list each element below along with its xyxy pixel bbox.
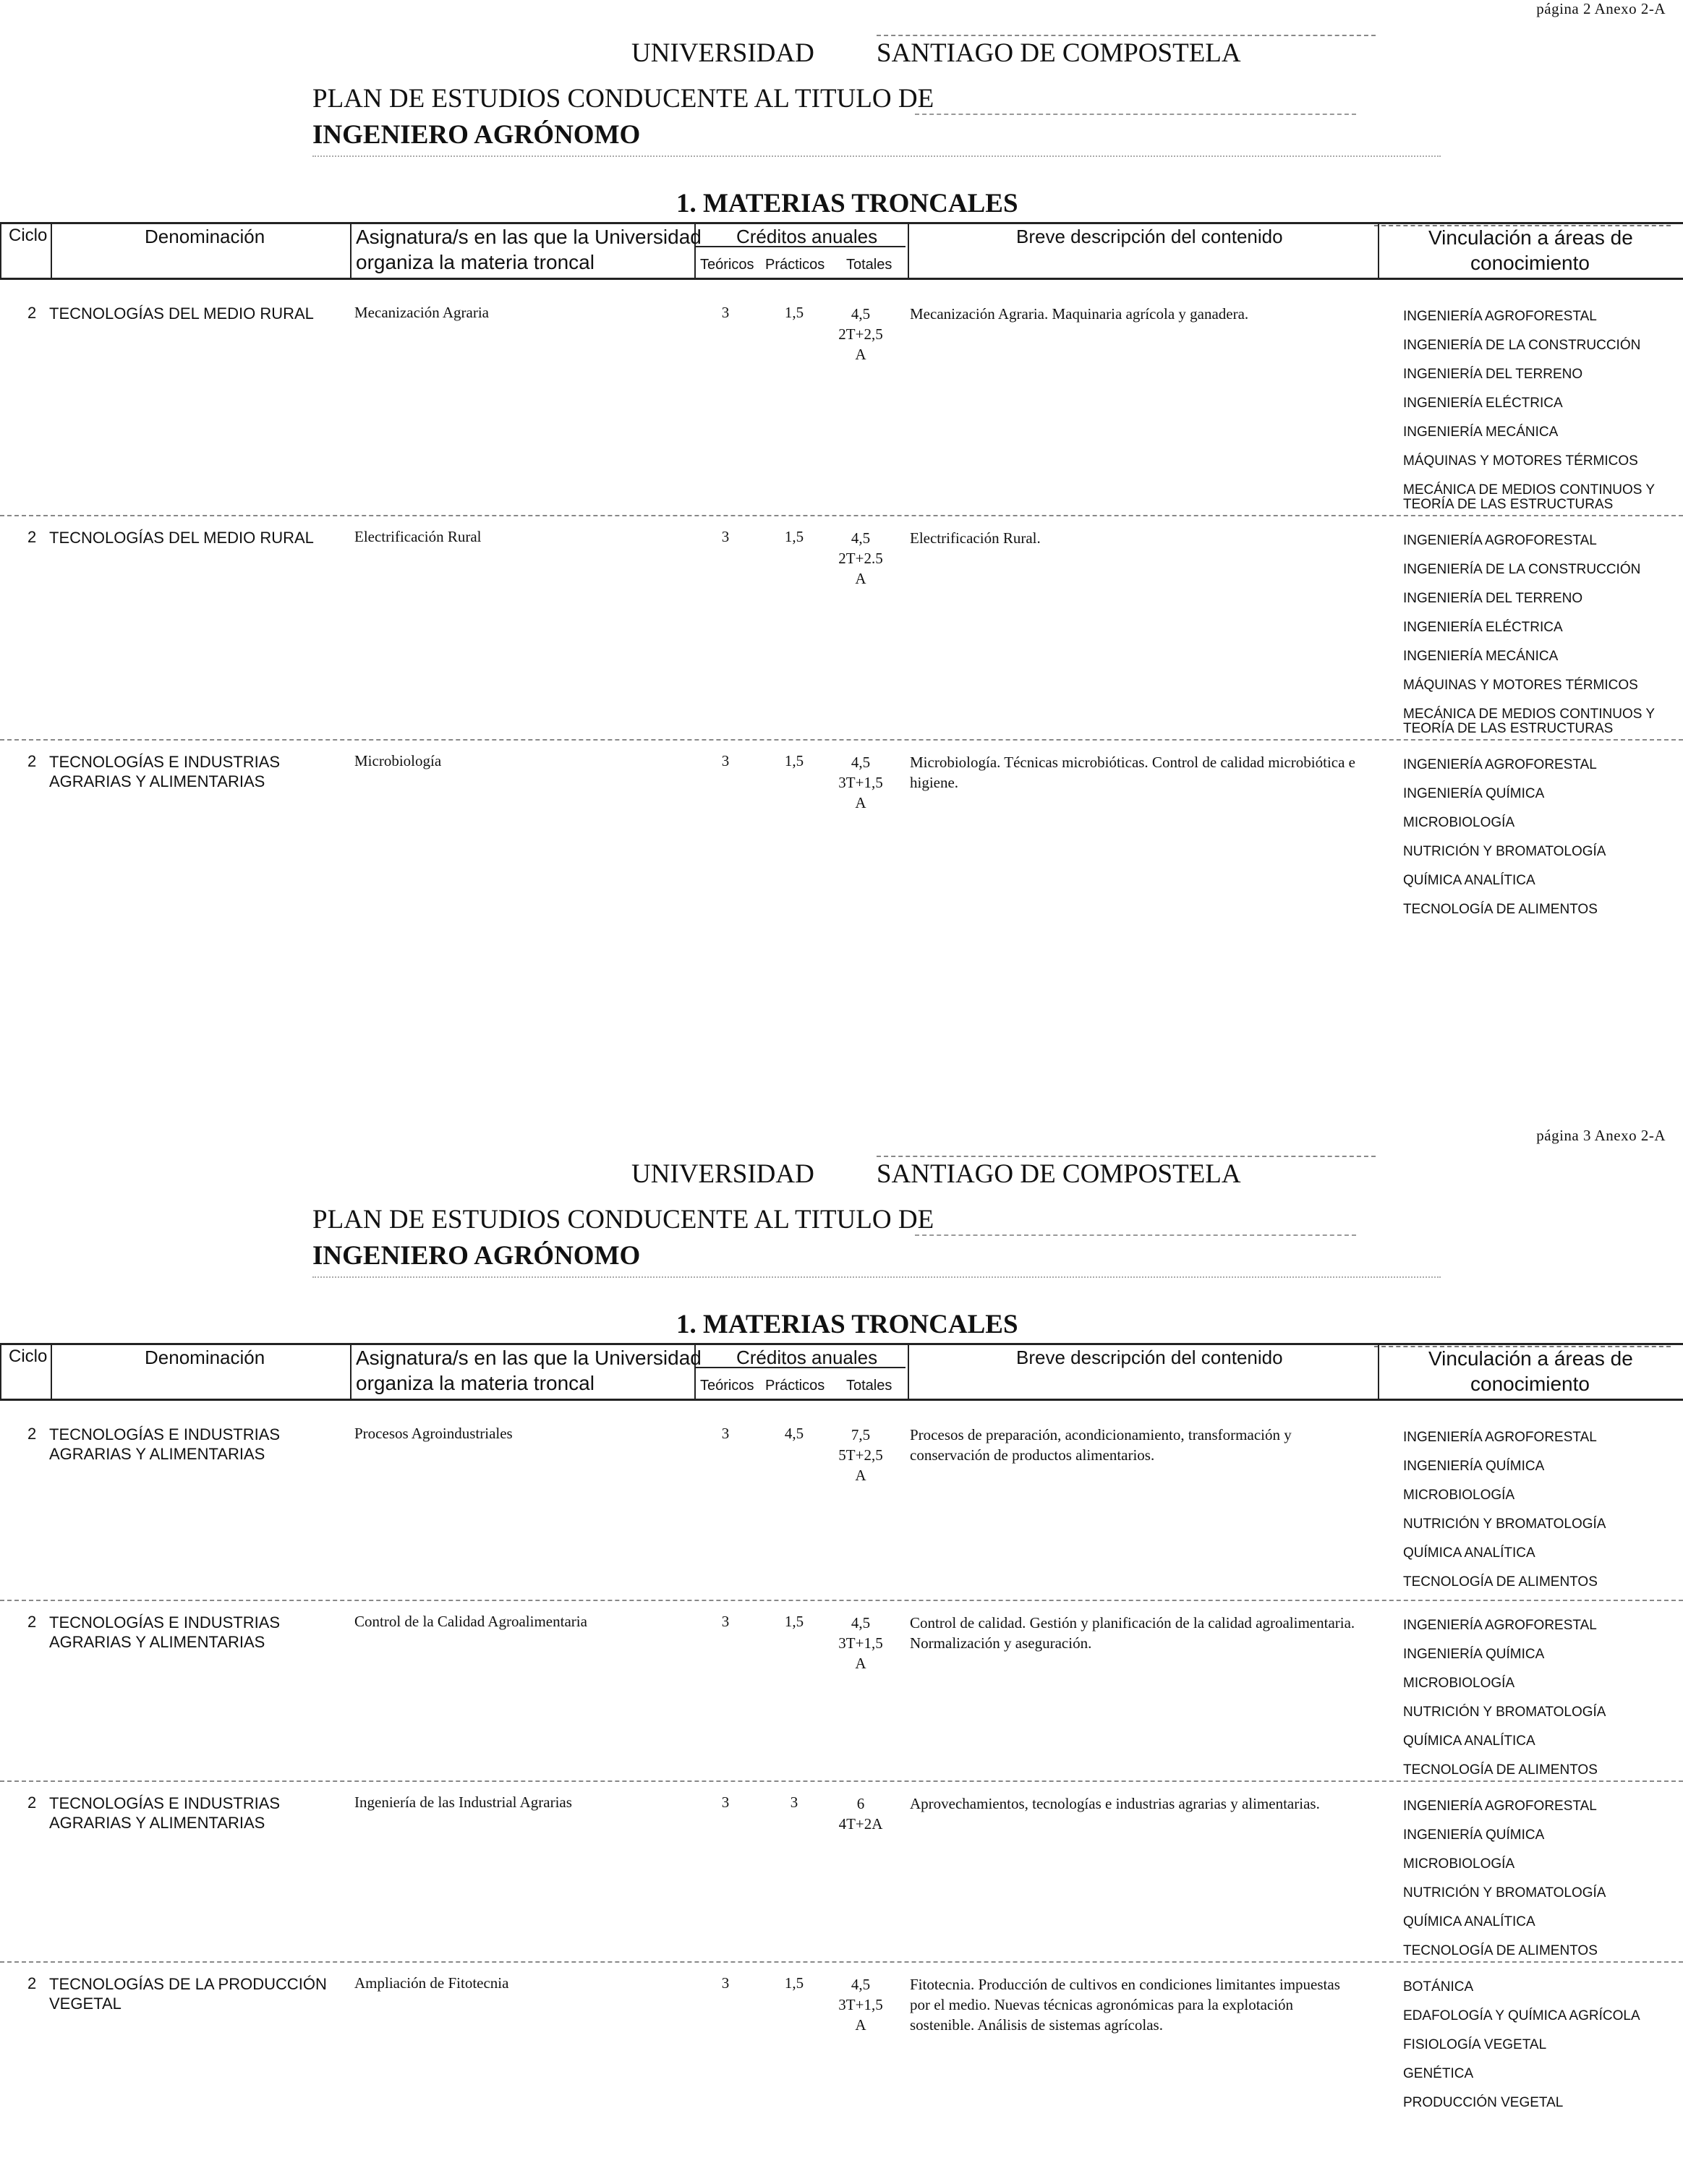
area-item: INGENIERÍA ELÉCTRICA bbox=[1403, 396, 1563, 411]
column-divider bbox=[350, 1345, 351, 1399]
area-item: TECNOLOGÍA DE ALIMENTOS bbox=[1403, 1943, 1598, 1958]
degree-title: INGENIERO AGRÓNOMO bbox=[312, 120, 641, 150]
col-header-ciclo: Ciclo bbox=[9, 1347, 48, 1366]
degree-title: INGENIERO AGRÓNOMO bbox=[312, 1241, 641, 1271]
column-divider bbox=[908, 1345, 909, 1399]
cell-ciclo: 2 bbox=[27, 304, 37, 322]
section-title: 1. MATERIAS TRONCALES bbox=[676, 189, 1018, 218]
divider bbox=[312, 155, 1441, 157]
cell-totales bbox=[817, 1425, 904, 1485]
totales-value: 4,5 bbox=[851, 1614, 871, 1631]
cell-descripcion: Aprovechamientos, tecnologías e industrias agrarias y alimentarias. bbox=[910, 1795, 1320, 1812]
cell-totales bbox=[817, 1793, 904, 1834]
area-item: INGENIERÍA DE LA CONSTRUCCIÓN bbox=[1403, 562, 1641, 577]
area-item: TECNOLOGÍA DE ALIMENTOS bbox=[1403, 902, 1598, 917]
cell-asignatura: Electrificación Rural bbox=[354, 528, 482, 545]
area-item: TECNOLOGÍA DE ALIMENTOS bbox=[1403, 1574, 1598, 1590]
area-item: INGENIERÍA MECÁNICA bbox=[1403, 649, 1559, 664]
col-header-creditos: Créditos anuales bbox=[736, 226, 878, 247]
area-item: MECÁNICA DE MEDIOS CONTINUOS Y TEORÍA DE LAS ESTRUCTURAS bbox=[1403, 707, 1655, 736]
cell-ciclo: 2 bbox=[27, 1793, 37, 1812]
column-divider bbox=[350, 224, 351, 278]
cell-practicos: 1,5 bbox=[784, 1974, 804, 1992]
area-item: NUTRICIÓN Y BROMATOLOGÍA bbox=[1403, 1517, 1606, 1532]
area-item: INGENIERÍA DE LA CONSTRUCCIÓN bbox=[1403, 338, 1641, 353]
cell-ciclo: 2 bbox=[27, 752, 37, 770]
cell-descripcion: Procesos de preparación, acondicionamiento, transformación y conservación de productos alimentarios. bbox=[910, 1426, 1292, 1464]
cell-asignatura: Procesos Agroindustriales bbox=[354, 1425, 513, 1442]
totales-period: A bbox=[855, 794, 866, 811]
divider bbox=[877, 35, 1376, 36]
divider bbox=[312, 1276, 1441, 1278]
cell-areas bbox=[1403, 310, 1678, 515]
cell-areas bbox=[1403, 534, 1678, 739]
cell-asignatura: Control de la Calidad Agroalimentaria bbox=[354, 1613, 587, 1630]
area-item: INGENIERÍA AGROFORESTAL bbox=[1403, 309, 1597, 324]
cell-asignatura: Ingeniería de las Industrial Agrarias bbox=[354, 1793, 572, 1811]
cell-areas bbox=[1403, 1980, 1678, 2125]
area-item: MÁQUINAS Y MOTORES TÉRMICOS bbox=[1403, 453, 1638, 469]
cell-asignatura: Mecanización Agraria bbox=[354, 304, 489, 321]
totales-breakdown: 3T+1,5 bbox=[838, 1996, 883, 2013]
col-header-descripcion: Breve descripción del contenido bbox=[1016, 226, 1283, 247]
cell-descripcion: Control de calidad. Gestión y planificación de la calidad agroalimentaria. Normalización y aseguración. bbox=[910, 1614, 1355, 1652]
cell-denominacion: TECNOLOGÍAS DEL MEDIO RURAL bbox=[49, 529, 314, 547]
totales-period: A bbox=[855, 570, 866, 587]
cell-areas bbox=[1403, 1618, 1678, 1792]
col-header-teoricos: Teóricos bbox=[700, 257, 754, 273]
totales-value: 7,5 bbox=[851, 1426, 871, 1443]
cell-denominacion: TECNOLOGÍAS DEL MEDIO RURAL bbox=[49, 304, 314, 323]
area-item: BOTÁNICA bbox=[1403, 1979, 1474, 1995]
cell-totales bbox=[817, 1974, 904, 2035]
col-header-vinculacion: conocimiento bbox=[1470, 1373, 1590, 1395]
cell-teoricos: 3 bbox=[721, 1613, 730, 1630]
area-item: MICROBIOLOGÍA bbox=[1403, 1488, 1515, 1503]
area-item: FISIOLOGÍA VEGETAL bbox=[1403, 2037, 1547, 2052]
document-page bbox=[0, 0, 1683, 1063]
col-header-totales: Totales bbox=[846, 257, 892, 273]
area-item: QUÍMICA ANALÍTICA bbox=[1403, 873, 1535, 888]
totales-breakdown: 2T+2,5 bbox=[838, 325, 883, 343]
university-name: SANTIAGO DE COMPOSTELA bbox=[877, 38, 1241, 68]
col-header-practicos: Prácticos bbox=[765, 257, 825, 273]
column-divider bbox=[1378, 1345, 1379, 1399]
table-header-bottom-rule bbox=[0, 278, 1683, 280]
area-item: INGENIERÍA QUÍMICA bbox=[1403, 1459, 1545, 1474]
cell-descripcion: Fitotecnia. Producción de cultivos en condiciones limitantes impuestas por el medio. Nuevas técnicas agronómicas para la explotación sostenible. Análisis de sistemas agrícolas. bbox=[910, 1976, 1340, 2034]
cell-ciclo: 2 bbox=[27, 528, 37, 546]
area-item: EDAFOLOGÍA Y QUÍMICA AGRÍCOLA bbox=[1403, 2008, 1640, 2023]
cell-ciclo: 2 bbox=[27, 1613, 37, 1631]
cell-totales bbox=[817, 304, 904, 364]
section-title: 1. MATERIAS TRONCALES bbox=[676, 1310, 1018, 1339]
area-item: TECNOLOGÍA DE ALIMENTOS bbox=[1403, 1762, 1598, 1778]
col-header-vinculacion: conocimiento bbox=[1470, 252, 1590, 274]
area-item: INGENIERÍA AGROFORESTAL bbox=[1403, 1618, 1597, 1633]
col-header-vinculacion: Vinculación a áreas de bbox=[1428, 1347, 1633, 1370]
totales-value: 4,5 bbox=[851, 1976, 871, 1993]
divider bbox=[915, 114, 1356, 115]
cell-ciclo: 2 bbox=[27, 1974, 37, 1992]
area-item: MICROBIOLOGÍA bbox=[1403, 1676, 1515, 1691]
table-header-top-rule bbox=[0, 222, 1683, 224]
column-divider bbox=[1378, 224, 1379, 278]
area-item: INGENIERÍA DEL TERRENO bbox=[1403, 367, 1583, 382]
col-header-practicos: Prácticos bbox=[765, 1378, 825, 1394]
area-item: MICROBIOLOGÍA bbox=[1403, 815, 1515, 830]
totales-value: 6 bbox=[856, 1795, 865, 1812]
cell-practicos: 1,5 bbox=[784, 304, 804, 321]
cell-practicos: 3 bbox=[790, 1793, 798, 1811]
cell-asignatura: Ampliación de Fitotecnia bbox=[354, 1974, 509, 1992]
cell-totales bbox=[817, 1613, 904, 1673]
divider bbox=[915, 1234, 1356, 1236]
page-number: página 3 Anexo 2-A bbox=[1536, 1127, 1666, 1144]
totales-period: A bbox=[855, 346, 866, 363]
university-name: SANTIAGO DE COMPOSTELA bbox=[877, 1159, 1241, 1189]
totales-value: 4,5 bbox=[851, 305, 871, 323]
area-item: MÁQUINAS Y MOTORES TÉRMICOS bbox=[1403, 678, 1638, 693]
area-item: INGENIERÍA QUÍMICA bbox=[1403, 786, 1545, 801]
cell-practicos: 4,5 bbox=[784, 1425, 804, 1442]
cell-descripcion: Mecanización Agraria. Maquinaria agrícola y ganadera. bbox=[910, 305, 1249, 323]
divider bbox=[877, 1156, 1376, 1157]
cell-descripcion: Electrificación Rural. bbox=[910, 529, 1041, 547]
row-separator bbox=[0, 515, 1683, 516]
cell-teoricos: 3 bbox=[721, 528, 730, 545]
area-item: INGENIERÍA AGROFORESTAL bbox=[1403, 1430, 1597, 1445]
table-header-bottom-rule bbox=[0, 1399, 1683, 1401]
area-item: NUTRICIÓN Y BROMATOLOGÍA bbox=[1403, 1885, 1606, 1901]
cell-areas bbox=[1403, 1799, 1678, 1973]
university-label: UNIVERSIDAD bbox=[631, 1159, 814, 1189]
totales-breakdown: 3T+1,5 bbox=[838, 774, 883, 791]
cell-teoricos: 3 bbox=[721, 1974, 730, 1992]
area-item: INGENIERÍA MECÁNICA bbox=[1403, 425, 1559, 440]
col-header-vinculacion: Vinculación a áreas de bbox=[1428, 226, 1633, 249]
totales-value: 4,5 bbox=[851, 754, 871, 771]
page-number: página 2 Anexo 2-A bbox=[1536, 0, 1666, 17]
totales-breakdown: 3T+1,5 bbox=[838, 1634, 883, 1652]
cell-teoricos: 3 bbox=[721, 1425, 730, 1442]
area-item: MICROBIOLOGÍA bbox=[1403, 1856, 1515, 1872]
col-header-teoricos: Teóricos bbox=[700, 1378, 754, 1394]
col-header-ciclo: Ciclo bbox=[9, 226, 48, 245]
column-divider bbox=[51, 1345, 52, 1399]
row-separator bbox=[0, 739, 1683, 741]
area-item: INGENIERÍA QUÍMICA bbox=[1403, 1647, 1545, 1662]
col-header-asignatura: organiza la materia troncal bbox=[356, 251, 595, 273]
col-header-creditos: Créditos anuales bbox=[736, 1347, 878, 1368]
column-divider bbox=[51, 224, 52, 278]
col-header-denominacion: Denominación bbox=[145, 226, 265, 247]
area-item: INGENIERÍA AGROFORESTAL bbox=[1403, 533, 1597, 548]
cell-totales bbox=[817, 528, 904, 589]
row-separator bbox=[0, 1961, 1683, 1963]
cell-denominacion: TECNOLOGÍAS E INDUSTRIAS AGRARIAS Y ALIMENTARIAS bbox=[49, 1425, 281, 1463]
table-header-top-rule bbox=[0, 1343, 1683, 1345]
plan-label: PLAN DE ESTUDIOS CONDUCENTE AL TITULO DE bbox=[312, 1205, 934, 1234]
cell-asignatura: Microbiología bbox=[354, 752, 442, 769]
cell-denominacion: TECNOLOGÍAS E INDUSTRIAS AGRARIAS Y ALIMENTARIAS bbox=[49, 753, 281, 790]
document-page bbox=[0, 1121, 1683, 2184]
column-divider bbox=[0, 224, 1, 278]
cell-teoricos: 3 bbox=[721, 752, 730, 769]
col-header-asignatura: Asignatura/s en las que la Universidad bbox=[356, 226, 702, 248]
totales-breakdown: 4T+2A bbox=[838, 1815, 883, 1833]
cell-denominacion: TECNOLOGÍAS DE LA PRODUCCIÓN VEGETAL bbox=[49, 1975, 327, 2013]
area-item: INGENIERÍA QUÍMICA bbox=[1403, 1827, 1545, 1843]
cell-practicos: 1,5 bbox=[784, 752, 804, 769]
area-item: QUÍMICA ANALÍTICA bbox=[1403, 1733, 1535, 1749]
totales-period: A bbox=[855, 1655, 866, 1672]
col-header-denominacion: Denominación bbox=[145, 1347, 265, 1368]
area-item: GENÉTICA bbox=[1403, 2066, 1474, 2081]
cell-teoricos: 3 bbox=[721, 304, 730, 321]
area-item: QUÍMICA ANALÍTICA bbox=[1403, 1545, 1535, 1561]
cell-practicos: 1,5 bbox=[784, 528, 804, 545]
area-item: NUTRICIÓN Y BROMATOLOGÍA bbox=[1403, 1705, 1606, 1720]
col-header-totales: Totales bbox=[846, 1378, 892, 1394]
totales-breakdown: 2T+2.5 bbox=[838, 550, 883, 567]
totales-value: 4,5 bbox=[851, 529, 871, 547]
col-header-asignatura: Asignatura/s en las que la Universidad bbox=[356, 1347, 702, 1369]
cell-denominacion: TECNOLOGÍAS E INDUSTRIAS AGRARIAS Y ALIMENTARIAS bbox=[49, 1794, 281, 1832]
row-separator bbox=[0, 1600, 1683, 1601]
cell-ciclo: 2 bbox=[27, 1425, 37, 1443]
cell-teoricos: 3 bbox=[721, 1793, 730, 1811]
cell-practicos: 1,5 bbox=[784, 1613, 804, 1630]
plan-label: PLAN DE ESTUDIOS CONDUCENTE AL TITULO DE bbox=[312, 84, 934, 114]
university-label: UNIVERSIDAD bbox=[631, 38, 814, 68]
area-item: INGENIERÍA AGROFORESTAL bbox=[1403, 1799, 1597, 1814]
area-item: INGENIERÍA DEL TERRENO bbox=[1403, 591, 1583, 606]
cell-areas bbox=[1403, 1430, 1678, 1604]
col-header-asignatura: organiza la materia troncal bbox=[356, 1372, 595, 1394]
column-divider bbox=[0, 1345, 1, 1399]
col-header-descripcion: Breve descripción del contenido bbox=[1016, 1347, 1283, 1368]
cell-totales bbox=[817, 752, 904, 813]
cell-areas bbox=[1403, 758, 1678, 931]
area-item: PRODUCCIÓN VEGETAL bbox=[1403, 2095, 1564, 2110]
area-item: NUTRICIÓN Y BROMATOLOGÍA bbox=[1403, 844, 1606, 859]
totales-period: A bbox=[855, 2016, 866, 2034]
totales-period: A bbox=[855, 1467, 866, 1484]
area-item: QUÍMICA ANALÍTICA bbox=[1403, 1914, 1535, 1929]
cell-denominacion: TECNOLOGÍAS E INDUSTRIAS AGRARIAS Y ALIMENTARIAS bbox=[49, 1613, 281, 1651]
area-item: INGENIERÍA AGROFORESTAL bbox=[1403, 757, 1597, 772]
column-divider bbox=[908, 224, 909, 278]
area-item: MECÁNICA DE MEDIOS CONTINUOS Y TEORÍA DE LAS ESTRUCTURAS bbox=[1403, 482, 1655, 512]
area-item: INGENIERÍA ELÉCTRICA bbox=[1403, 620, 1563, 635]
totales-breakdown: 5T+2,5 bbox=[838, 1446, 883, 1464]
row-separator bbox=[0, 1780, 1683, 1782]
cell-descripcion: Microbiología. Técnicas microbióticas. Control de calidad microbiótica e higiene. bbox=[910, 754, 1356, 791]
